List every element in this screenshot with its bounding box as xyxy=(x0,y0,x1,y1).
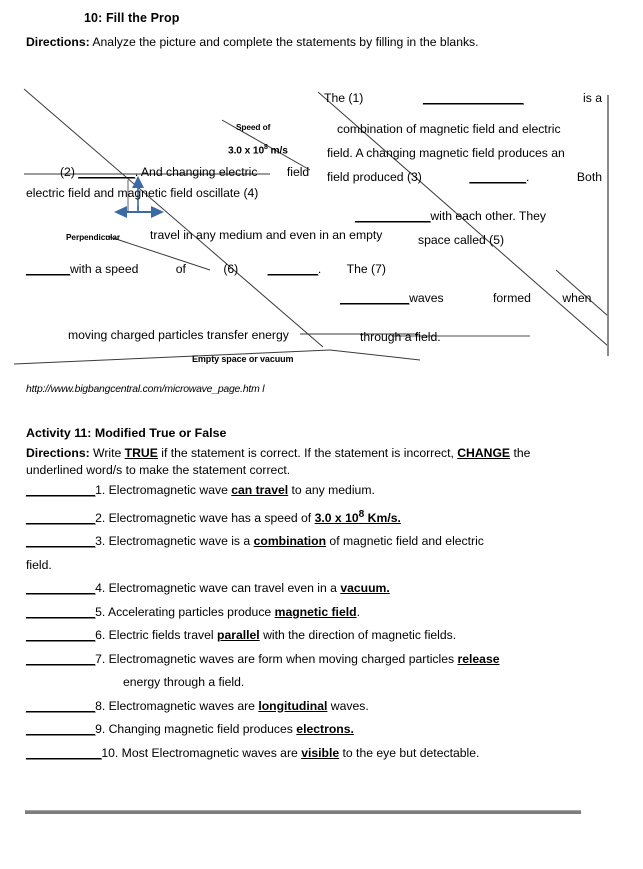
prop-blank-3: _________ xyxy=(469,170,526,184)
underlined-term-7: release xyxy=(457,651,500,666)
answer-blank-6[interactable]: ___________ xyxy=(26,628,96,643)
prop-blank-6: ________ xyxy=(267,262,318,276)
list-item: ___________5. Accelerating particles produce magnetic field. xyxy=(26,604,360,619)
prop-line-the-1: The (1) ________________ is a xyxy=(324,91,602,105)
underlined-term-10: visible xyxy=(301,745,340,760)
activity-title: Activity 11: Modified True or False xyxy=(26,426,227,440)
answer-blank-7[interactable]: ___________ xyxy=(26,651,96,666)
prop-line-space-called: space called (5) xyxy=(418,233,505,247)
prop-blank-4: ____________ xyxy=(355,209,431,223)
answer-blank-8[interactable]: ___________ xyxy=(26,698,96,713)
label-speed-of: Speed of xyxy=(236,122,271,132)
list-item: ___________6. Electric fields travel parallel with the direction of magnetic fields. xyxy=(26,628,457,643)
underlined-term-6: parallel xyxy=(217,628,260,643)
list-item: ___________3. Electromagnetic wave is a combination of magnetic field and electric xyxy=(26,534,484,549)
list-item: ___________8. Electromagnetic waves are longitudinal waves. xyxy=(26,698,369,713)
answer-blank-4[interactable]: ___________ xyxy=(26,581,96,596)
underlined-term-9: electrons. xyxy=(296,722,354,737)
list-item: ___________2. Electromagnetic wave has a speed of 3.0 x $10^8$ Km/s. xyxy=(26,508,401,525)
prop-line-moving-charged: moving charged particles transfer energy xyxy=(68,328,289,342)
prop-line-field-produced: field produced (3) _________. Both xyxy=(327,170,602,184)
top-directions-label: Directions: xyxy=(26,35,90,49)
list-item-continuation: field. xyxy=(26,557,52,572)
prop-blank-1: ________________ xyxy=(422,91,524,105)
top-directions-text: Analyze the picture and complete the statements by filling in the blanks. xyxy=(89,35,479,49)
answer-blank-10[interactable]: ____________ xyxy=(26,745,102,760)
list-item: ____________10. Most Electromagnetic waves are visible to the eye but detectable. xyxy=(26,745,480,760)
footer-divider xyxy=(25,810,581,814)
answer-blank-5[interactable]: ___________ xyxy=(26,604,96,619)
fill-the-prop-figure xyxy=(0,84,643,374)
label-empty-space: Empty space or vacuum xyxy=(192,354,294,364)
answer-blank-9[interactable]: ___________ xyxy=(26,722,96,737)
list-item: ___________4. Electromagnetic wave can travel even in a vacuum. xyxy=(26,581,390,596)
prop-line-through-a-field: through a field. xyxy=(360,330,441,344)
page-title: 10: Fill the Prop xyxy=(84,11,180,25)
prop-line-2: (2) _________. And changing electric field xyxy=(60,165,310,179)
prop-line-with-a-speed: _______with a speed of (6) ________. The (7) xyxy=(26,262,386,276)
underlined-term-5: magnetic field xyxy=(274,604,357,619)
list-item: ___________9. Changing magnetic field produces electrons. xyxy=(26,722,354,737)
keyword-change: CHANGE xyxy=(457,446,511,460)
underlined-term-1: can travel xyxy=(231,483,289,497)
underlined-term-4: vacuum. xyxy=(340,581,390,596)
label-perpendicular: Perpendicular xyxy=(66,232,121,242)
prop-line-with-each-other: ____________with each other. They xyxy=(355,209,546,223)
list-item: ___________7. Electromagnetic waves are form when moving charged particles release xyxy=(26,651,500,666)
prop-blank-6a: _______ xyxy=(26,262,70,276)
list-item-continuation: energy through a field. xyxy=(123,675,245,690)
activity-directions: Directions: Write TRUE if the statement is correct. If the statement is incorrect, CHANGE the underlined word/s to make the statement correct. xyxy=(26,446,531,477)
prop-blank-2: _________ xyxy=(78,165,135,179)
list-item: ___________1. Electromagnetic wave can travel to any medium. xyxy=(26,483,375,497)
prop-line-oscillate: electric field and magnetic field oscillate (4) xyxy=(26,186,259,200)
activity-directions-label: Directions: xyxy=(26,446,90,460)
source-url-caption: http://www.bigbangcentral.com/microwave_page.htm l xyxy=(26,384,265,395)
figure-frame-border xyxy=(607,95,609,356)
true-false-list xyxy=(26,479,611,765)
keyword-true: TRUE xyxy=(124,446,158,460)
prop-blank-7: ___________ xyxy=(340,291,410,305)
prop-line-combination: combination of magnetic field and electric xyxy=(337,122,561,136)
answer-blank-2[interactable]: ___________ xyxy=(26,510,96,525)
top-directions xyxy=(26,34,626,50)
underlined-term-3: combination xyxy=(253,534,327,549)
underlined-term-2: 3.0 x $10^8$ xyxy=(314,508,365,525)
prop-line-changing: field. A changing magnetic field produces an xyxy=(327,146,565,160)
label-speed-value: 3.0 x $10^8$ m/s xyxy=(228,144,288,157)
answer-blank-1[interactable]: ___________ xyxy=(26,483,96,497)
prop-line-waves-formed: ___________waves formed when xyxy=(340,291,592,305)
answer-blank-3[interactable]: ___________ xyxy=(26,534,96,549)
underlined-term-8: longitudinal xyxy=(258,698,328,713)
prop-line-travel-any-medium: travel in any medium and even in an empty xyxy=(150,228,383,242)
